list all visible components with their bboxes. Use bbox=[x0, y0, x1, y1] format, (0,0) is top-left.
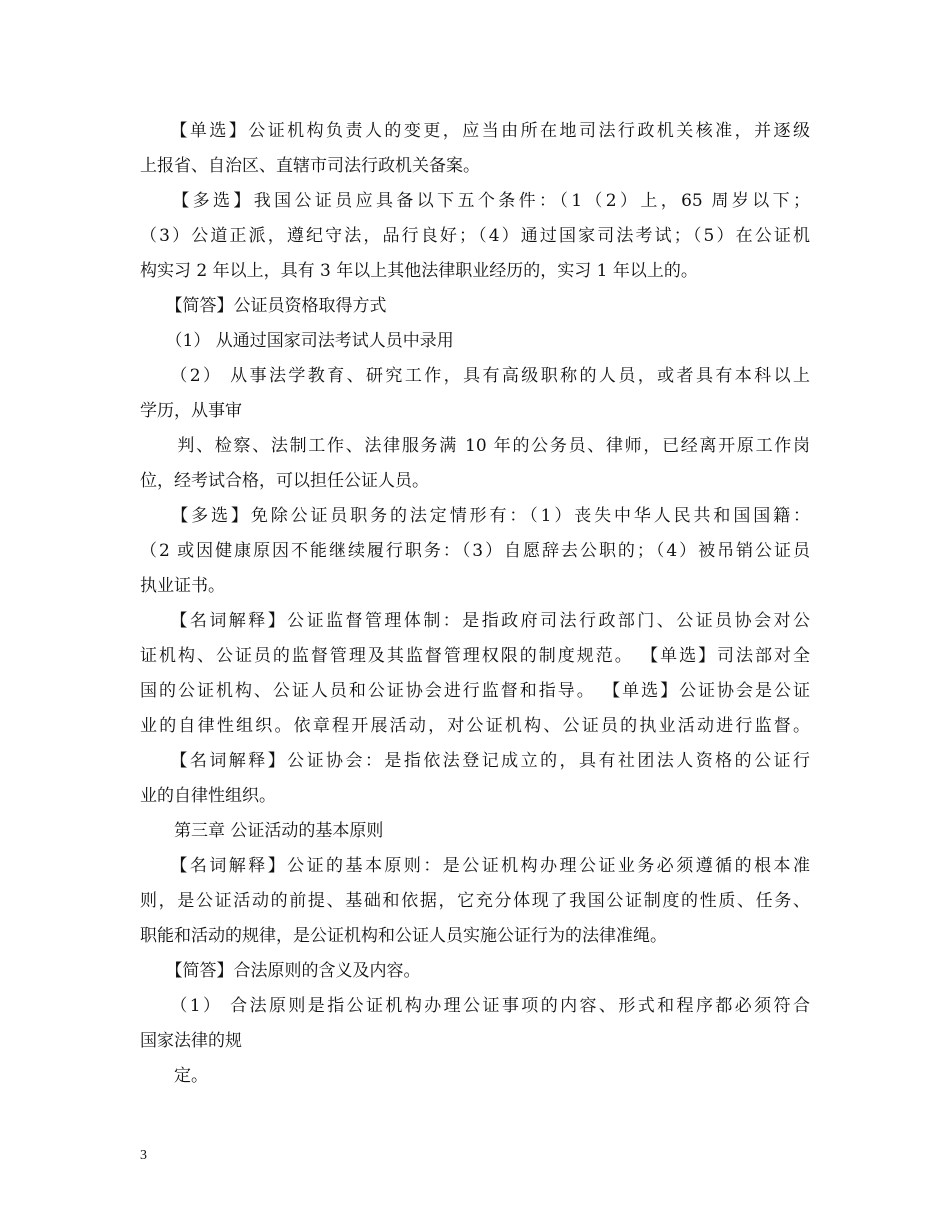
text-line: 【名词解释】公证的基本原则：是公证机构办理公证业务必须遵循的根本准 bbox=[140, 856, 810, 876]
text-line: 【多选】我国公证员应具备以下五个条件：（1（2）上，65 周岁以下； bbox=[140, 191, 810, 211]
text-line: （3）公道正派，遵纪守法，品行良好；（4）通过国家司法考试；（5）在公证机 bbox=[140, 226, 810, 246]
text-line: 构实习 2 年以上，具有 3 年以上其他法律职业经历的，实习 1 年以上的。 bbox=[140, 261, 698, 281]
text-line: 【单选】公证机构负责人的变更，应当由所在地司法行政机关核准，并逐级 bbox=[140, 121, 810, 141]
text-line: （2 或因健康原因不能继续履行职务：（3）自愿辞去公职的；（4）被吊销公证员 bbox=[140, 541, 810, 561]
text-line: 【简答】合法原则的含义及内容。 bbox=[140, 961, 421, 981]
text-line: 证机构、公证员的监督管理及其监督管理权限的制度规范。 【单选】司法部对全 bbox=[140, 646, 810, 666]
text-line: 【简答】公证员资格取得方式 bbox=[140, 296, 387, 316]
text-line: 【名词解释】公证协会：是指依法登记成立的，具有社团法人资格的公证行 bbox=[140, 751, 810, 771]
text-line: 上报省、自治区、直辖市司法行政机关备案。 bbox=[140, 156, 480, 176]
text-line: 职能和活动的规律，是公证机构和公证人员实施公证行为的法律准绳。 bbox=[140, 926, 667, 946]
page-number: 3 bbox=[140, 1148, 147, 1163]
text-line: 【名词解释】公证监督管理体制：是指政府司法行政部门、公证员协会对公 bbox=[140, 611, 810, 631]
chapter-heading: 第三章 公证活动的基本原则 bbox=[140, 821, 384, 841]
text-line: 国的公证机构、公证人员和公证协会进行监督和指导。 【单选】公证协会是公证 bbox=[140, 681, 810, 701]
text-line: 学历，从事审 bbox=[140, 401, 242, 421]
text-line: 业的自律性组织。依章程开展活动，对公证机构、公证员的执业活动进行监督。 bbox=[140, 716, 810, 736]
text-line: （1） 从通过国家司法考试人员中录用 bbox=[140, 331, 454, 351]
text-line: 业的自律性组织。 bbox=[140, 786, 276, 806]
text-line: 则，是公证活动的前提、基础和依据，它充分体现了我国公证制度的性质、任务、 bbox=[140, 891, 810, 911]
text-line: 【多选】免除公证员职务的法定情形有：（1）丧失中华人民共和国国籍： bbox=[140, 506, 810, 526]
text-line: 判、检察、法制工作、法律服务满 10 年的公务员、律师，已经离开原工作岗 bbox=[140, 436, 810, 456]
text-line: 国家法律的规 bbox=[140, 1031, 242, 1051]
text-line: （2） 从事法学教育、研究工作，具有高级职称的人员，或者具有本科以上 bbox=[140, 366, 810, 386]
text-line: 位，经考试合格，可以担任公证人员。 bbox=[140, 471, 429, 491]
text-line: 执业证书。 bbox=[140, 576, 225, 596]
text-line: （1） 合法原则是指公证机构办理公证事项的内容、形式和程序都必须符合 bbox=[140, 996, 810, 1016]
text-line: 定。 bbox=[140, 1066, 208, 1086]
